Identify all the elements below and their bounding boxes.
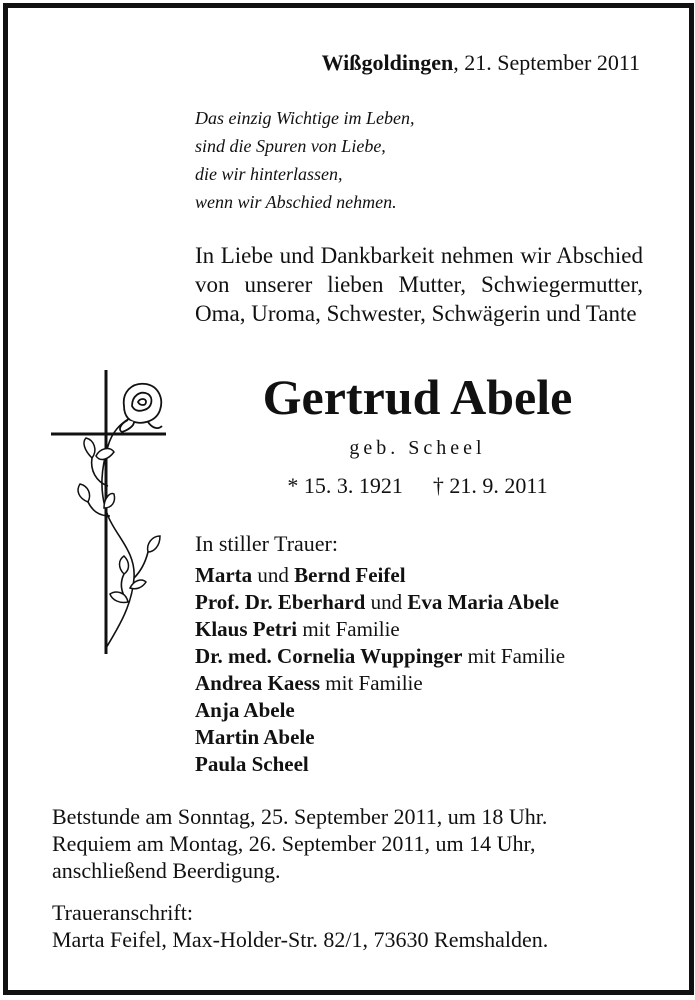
poem bbox=[195, 104, 414, 216]
mourner-line bbox=[195, 670, 565, 697]
mourner-connector: und bbox=[365, 590, 408, 614]
mourner-connector: mit Familie bbox=[320, 671, 423, 695]
service-line: anschließend Beerdigung. bbox=[52, 858, 281, 883]
mourner-name: Eva Maria Abele bbox=[407, 590, 559, 614]
place-date-line bbox=[322, 50, 640, 76]
mourner-connector: mit Familie bbox=[462, 644, 566, 668]
mourner-name: Dr. med. Cornelia Wuppinger bbox=[195, 644, 463, 668]
mourner-name: Bernd Feifel bbox=[294, 563, 406, 587]
mourner-name: Prof. Dr. Eberhard bbox=[195, 590, 366, 614]
poem-line: Das einzig Wichtige im Leben, bbox=[195, 108, 415, 128]
birth-name: geb. Scheel bbox=[349, 437, 486, 459]
service-line: Requiem am Montag, 26. September 2011, um 14 Uhr, bbox=[52, 831, 536, 856]
service-line: Betstunde am Sonntag, 25. September 2011, um 18 Uhr. bbox=[52, 804, 548, 829]
mourner-name: Martin Abele bbox=[195, 725, 315, 749]
mourner-line bbox=[195, 616, 565, 643]
mourner-name: Marta bbox=[195, 563, 253, 587]
poem-line: wenn wir Abschied nehmen. bbox=[195, 192, 397, 212]
mourner-connector: und bbox=[252, 563, 295, 587]
mourner-line bbox=[195, 697, 565, 724]
deceased-name: Gertrud Abele bbox=[262, 369, 573, 425]
death-date: † 21. 9. 2011 bbox=[432, 473, 548, 498]
service-info bbox=[52, 803, 547, 884]
poem-line: sind die Spuren von Liebe, bbox=[195, 136, 386, 156]
mourner-line bbox=[195, 562, 565, 589]
mourner-name: Klaus Petri bbox=[195, 617, 298, 641]
address-value: Marta Feifel, Max-Holder-Str. 82/1, 73630 Remshalden. bbox=[52, 927, 549, 952]
poem-line: die wir hinterlassen, bbox=[195, 164, 343, 184]
mourner-connector: mit Familie bbox=[297, 617, 400, 641]
birth-date: * 15. 3. 1921 bbox=[287, 473, 403, 498]
address-label: Traueranschrift: bbox=[52, 900, 193, 925]
notice-date: , 21. September 2011 bbox=[453, 50, 640, 75]
mourner-name: Anja Abele bbox=[195, 698, 295, 722]
mourner-line bbox=[195, 589, 565, 616]
intro-text: In Liebe und Dankbarkeit nehmen wir Abschied von unserer lieben Mutter, Schwiegermutter, Oma, Uroma, Schwester, Schwägerin und Tante bbox=[195, 243, 643, 326]
life-dates bbox=[195, 473, 640, 499]
place-name: Wißgoldingen bbox=[321, 50, 454, 75]
mourner-name: Paula Scheel bbox=[195, 752, 309, 776]
mourner-line bbox=[195, 643, 565, 670]
mourner-name: Andrea Kaess bbox=[195, 671, 321, 695]
mourner-line bbox=[195, 751, 565, 778]
cross-with-rose-icon bbox=[48, 366, 173, 658]
mourning-address bbox=[52, 899, 548, 953]
mourner-line bbox=[195, 724, 565, 751]
mourners-list bbox=[195, 562, 565, 778]
mourning-heading: In stiller Trauer: bbox=[195, 531, 338, 556]
